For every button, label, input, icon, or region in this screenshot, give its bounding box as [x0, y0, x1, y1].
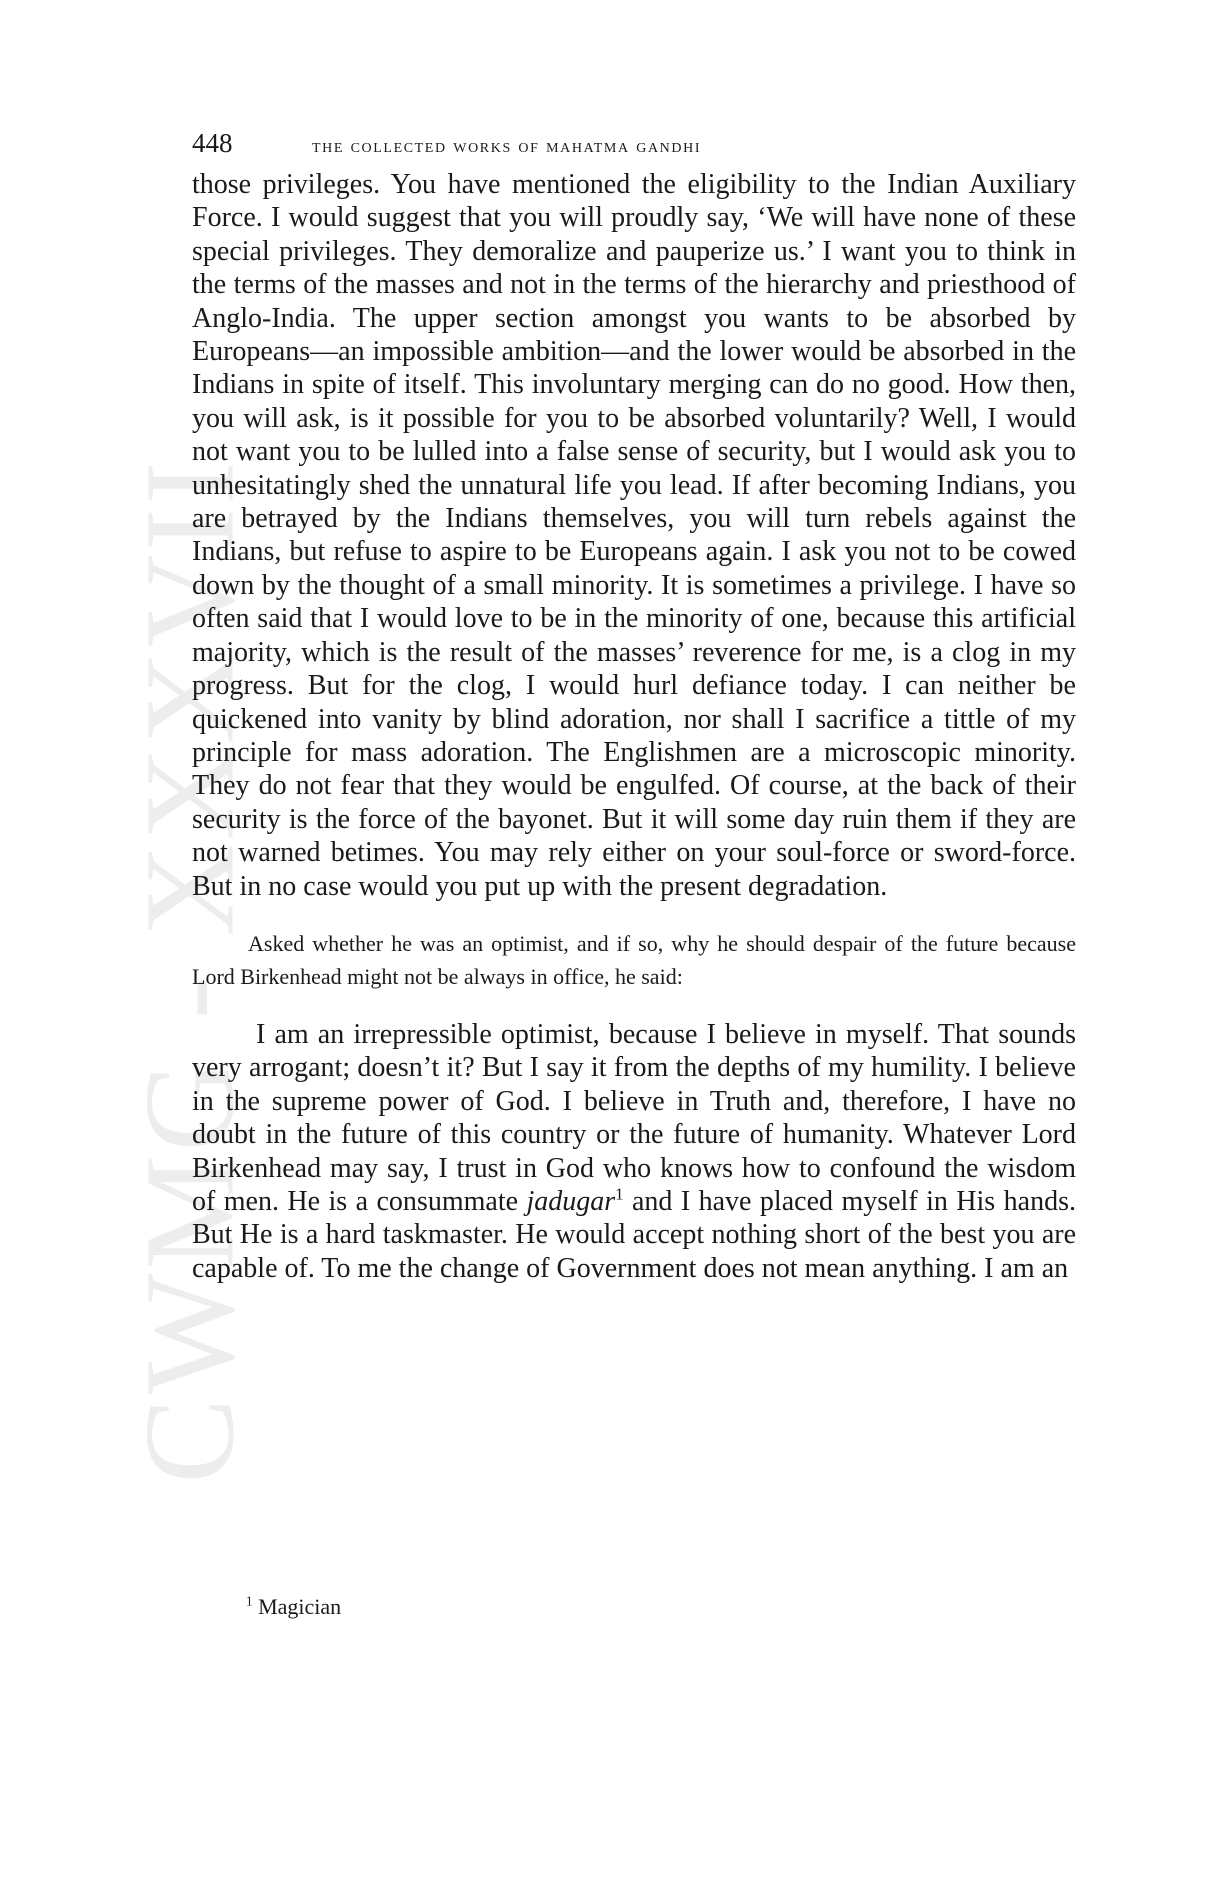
watermark-text: CWMG - XXXVII: [118, 456, 261, 1484]
footnote-text: Magician: [258, 1594, 342, 1619]
page-number: 448: [192, 128, 233, 158]
page: [192, 128, 1076, 1285]
paragraph-2-text-before: I am an irrepressible optimist, because I believe in myself. That sounds very arrogant; doesn’t it? But I say it from the depths of my humility. I believe in the supreme power of God. I believe in Truth and, therefore, I have no doubt in the future of this country or the future of humanity. Whatever Lord Birkenhead may say, I trust in God who knows how to confound the wisdom of men. He is a consummate: [192, 1018, 1076, 1217]
running-head: [192, 128, 1076, 168]
italic-word-jadugar: jadugar: [526, 1185, 616, 1217]
paragraph-1: those privileges. You have mentioned the eligibility to the Indian Auxiliary Force. I would suggest that you will proudly say, ‘We will have none of these special privileges. They demoralize and pauperize us.’ I want you to think in the terms of the masses and not in the terms of the hierarchy and priesthood of Anglo-India. The upper section amongst you wants to be absorbed by Europeans—an impossible ambition—and the lower would be absorbed in the Indians in spite of itself. This involuntary merging can do no good. How then, you will ask, is it possible for you to be absorbed voluntarily? Well, I would not want you to be lulled into a false sense of security, but I would ask you to unhesitatingly shed the unnatural life you lead. If after becoming Indians, you are betrayed by the Indians themselves, you will turn rebels against the Indians, but refuse to aspire to be Europeans again. I ask you not to be cowed down by the thought of a small minority. It is sometimes a privilege. I have so often said that I would love to be in the minority of one, because this artificial majority, which is the result of the masses’ reverence for me, is a clog in my progress. But for the clog, I would hurl defiance today. I can neither be quickened into vanity by blind adoration, nor shall I sacrifice a tittle of my principle for mass adoration. The Englishmen are a microscopic minority. They do not fear that they would be engulfed. Of course, at the back of their security is the force of the bayonet. But it will some day ruin them if they are not warned betimes. You may rely either on your soul-force or sword-force. But in no case would you put up with the present degradation.: [192, 169, 1076, 902]
paragraph-2-text-after: and I have placed myself in His hands. But He is a hard taskmaster. He would accept nothing short of the best you are capable of. To me the change of Government does not mean anything. I am an: [192, 1185, 1076, 1284]
running-head-title: the collected works of mahatma gandhi: [312, 135, 702, 157]
paragraph-2: [192, 1018, 1076, 1285]
footnote-reference: 1: [615, 1184, 624, 1204]
narration-paragraph: Asked whether he was an optimist, and if so, why he should despair of the future because Lord Birkenhead might not be always in office, he said:: [192, 930, 1076, 990]
footnote-marker: 1: [246, 1593, 253, 1609]
footnote: [246, 1594, 341, 1620]
